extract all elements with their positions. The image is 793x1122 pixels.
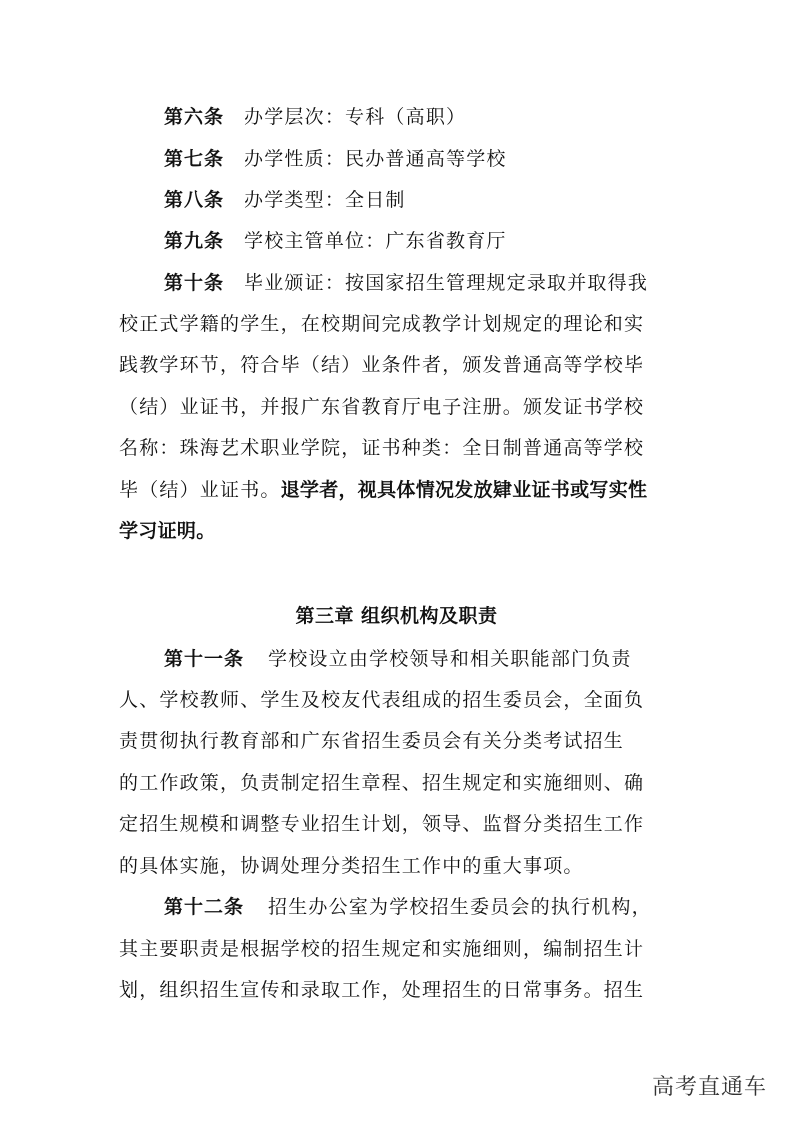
- article-10-bold-text-7: 学习证明。: [119, 520, 216, 542]
- article-10-line-6: [119, 478, 679, 502]
- article-8: [119, 188, 679, 212]
- article-10-line-3: 践教学环节，符合毕（结）业条件者，颁发普通高等学校毕: [119, 354, 645, 376]
- article-10-line-7: [119, 519, 679, 543]
- article-11-line-3: 责贯彻执行教育部和广东省招生委员会有关分类考试招生: [119, 730, 625, 752]
- article-10-label: 第十条: [164, 272, 225, 294]
- article-11-line-1: [119, 647, 679, 671]
- article-11-line-4: 的工作政策，负责制定招生章程、招生规定和实施细则、确: [119, 772, 645, 794]
- article-11-text-1: 学校设立由学校领导和相关职能部门负责: [268, 648, 632, 670]
- article-9: [119, 229, 679, 253]
- article-12-line-2: 其主要职责是根据学校的招生规定和实施细则，编制招生计: [119, 938, 645, 960]
- article-8-label: 第八条: [164, 189, 225, 211]
- article-12-line-1: [119, 895, 679, 919]
- article-10-bold-text-6: 退学者，视具体情况发放肄业证书或写实性: [280, 479, 648, 501]
- article-6-text: 办学层次：专科（高职）: [244, 106, 467, 128]
- article-6-label: 第六条: [164, 106, 225, 128]
- article-10-line-1: [119, 271, 679, 295]
- article-6: [119, 105, 679, 129]
- article-7-label: 第七条: [164, 148, 225, 170]
- article-12-label: 第十二条: [164, 896, 245, 918]
- article-12-line-3: 划，组织招生宣传和录取工作，处理招生的日常事务。招生: [119, 979, 645, 1001]
- article-9-text: 学校主管单位：广东省教育厅: [244, 230, 507, 252]
- article-7: [119, 147, 679, 171]
- article-7-text: 办学性质：民办普通高等学校: [244, 148, 507, 170]
- article-10-text-6: 毕（结）业证书。: [119, 479, 281, 501]
- watermark-logo-text: 高考直通车: [651, 1075, 767, 1100]
- article-10-line-2: 校正式学籍的学生，在校期间完成教学计划规定的理论和实: [119, 313, 645, 335]
- article-11-line-6: 的具体实施，协调处理分类招生工作中的重大事项。: [119, 855, 584, 877]
- article-9-label: 第九条: [164, 230, 225, 252]
- article-12-text-1: 招生办公室为学校招生委员会的执行机构，: [268, 896, 652, 918]
- article-11-line-2: 人、学校教师、学生及校友代表组成的招生委员会，全面负: [119, 689, 645, 711]
- article-10-text-1: 毕业颁证：按国家招生管理规定录取并取得我: [244, 272, 649, 294]
- article-8-text: 办学类型：全日制: [244, 189, 406, 211]
- article-10-line-4: （结）业证书，并报广东省教育厅电子注册。颁发证书学校: [119, 396, 645, 418]
- chapter-title: 第三章 组织机构及职责: [295, 605, 498, 627]
- article-11-label: 第十一条: [164, 648, 245, 670]
- article-11-line-5: 定招生规模和调整专业招生计划，领导、监督分类招生工作: [119, 813, 645, 835]
- article-10-line-5: 名称：珠海艺术职业学院，证书种类：全日制普通高等学校: [119, 437, 645, 459]
